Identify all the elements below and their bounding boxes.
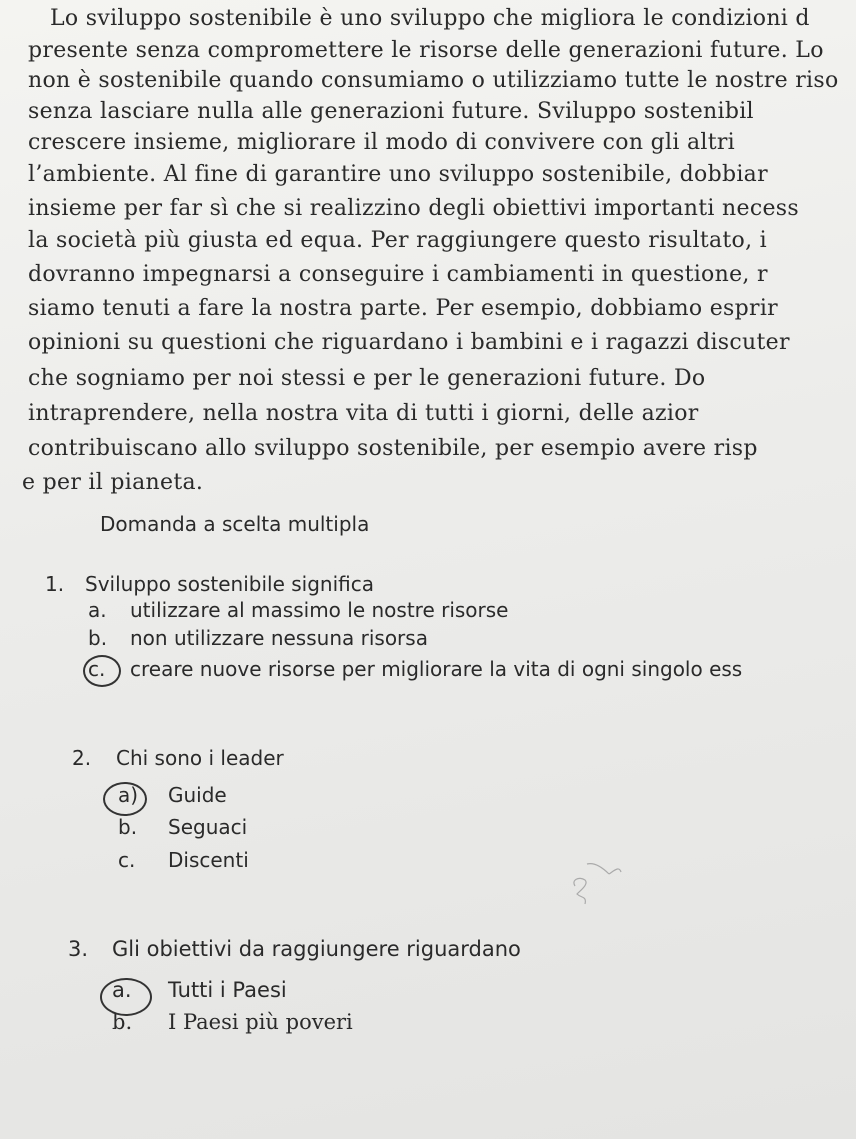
option-letter: b. <box>88 626 108 650</box>
paragraph-line: opinioni su questioni che riguardano i bambini e i ragazzi discuter <box>28 330 790 355</box>
option-text: utilizzare al massimo le nostre risorse <box>130 598 509 622</box>
paragraph-line: contribuiscano allo sviluppo sostenibile, per esempio avere risp <box>28 436 758 461</box>
paragraph-line: siamo tenuti a fare la nostra parte. Per esempio, dobbiamo esprir <box>28 296 778 321</box>
answer-circle-mark <box>83 655 121 687</box>
option-letter: b. <box>118 815 138 839</box>
question-3 <box>68 937 521 961</box>
option-text: Seguaci <box>168 815 248 839</box>
paragraph-line: la società più giusta ed equa. Per raggiungere questo risultato, i <box>28 228 767 253</box>
question-number: 1. <box>45 572 65 596</box>
question-1 <box>45 572 374 596</box>
option-letter: b. <box>112 1010 133 1034</box>
paragraph-line: intraprendere, nella nostra vita di tutti i giorni, delle azior <box>28 401 699 426</box>
paragraph-line: senza lasciare nulla alle generazioni future. Sviluppo sostenibil <box>28 99 754 124</box>
paragraph-line: Lo sviluppo sostenibile è uno sviluppo che migliora le condizioni d <box>50 6 810 31</box>
paragraph-line: non è sostenibile quando consumiamo o utilizziamo tutte le nostre riso <box>28 68 839 93</box>
option-2c[interactable] <box>118 848 249 872</box>
section-heading: Domanda a scelta multipla <box>100 512 370 536</box>
paragraph-line: che sogniamo per noi stessi e per le generazioni future. Do <box>28 366 706 391</box>
paragraph-line: e per il pianeta. <box>22 470 204 495</box>
option-text: Discenti <box>168 848 249 872</box>
option-1b[interactable] <box>88 626 428 650</box>
paragraph-line: crescere insieme, migliorare il modo di convivere con gli altri <box>28 130 736 155</box>
option-3b[interactable] <box>112 1010 353 1034</box>
question-2 <box>72 746 284 770</box>
option-letter: a) <box>118 783 139 807</box>
option-letter: c. <box>118 848 136 872</box>
question-text: Gli obiettivi da raggiungere riguardano <box>112 937 521 961</box>
option-text: creare nuove risorse per migliorare la vita di ogni singolo ess <box>130 657 743 681</box>
option-1c[interactable] <box>88 657 742 681</box>
paragraph-line: dovranno impegnarsi a conseguire i cambiamenti in questione, r <box>28 262 768 287</box>
option-1a[interactable] <box>88 598 509 622</box>
question-text: Sviluppo sostenibile significa <box>85 572 374 596</box>
option-letter: a. <box>112 978 132 1002</box>
option-text: Guide <box>168 783 227 807</box>
question-number: 2. <box>72 746 92 770</box>
option-letter: a. <box>88 598 107 622</box>
paragraph-line: presente senza compromettere le risorse delle generazioni future. Lo <box>28 38 824 63</box>
answer-circle-mark <box>103 782 147 816</box>
option-text: non utilizzare nessuna risorsa <box>130 626 428 650</box>
option-letter: c. <box>88 657 106 681</box>
pencil-scribble-icon <box>565 858 635 918</box>
paragraph-line: insieme per far sì che si realizzino degli obiettivi importanti necess <box>28 196 799 221</box>
question-number: 3. <box>68 937 89 961</box>
option-text: I Paesi più poveri <box>168 1010 353 1034</box>
option-text: Tutti i Paesi <box>168 978 287 1002</box>
option-2b[interactable] <box>118 815 247 839</box>
question-text: Chi sono i leader <box>116 746 284 770</box>
paragraph-line: l’ambiente. Al fine di garantire uno sviluppo sostenibile, dobbiar <box>28 162 768 187</box>
